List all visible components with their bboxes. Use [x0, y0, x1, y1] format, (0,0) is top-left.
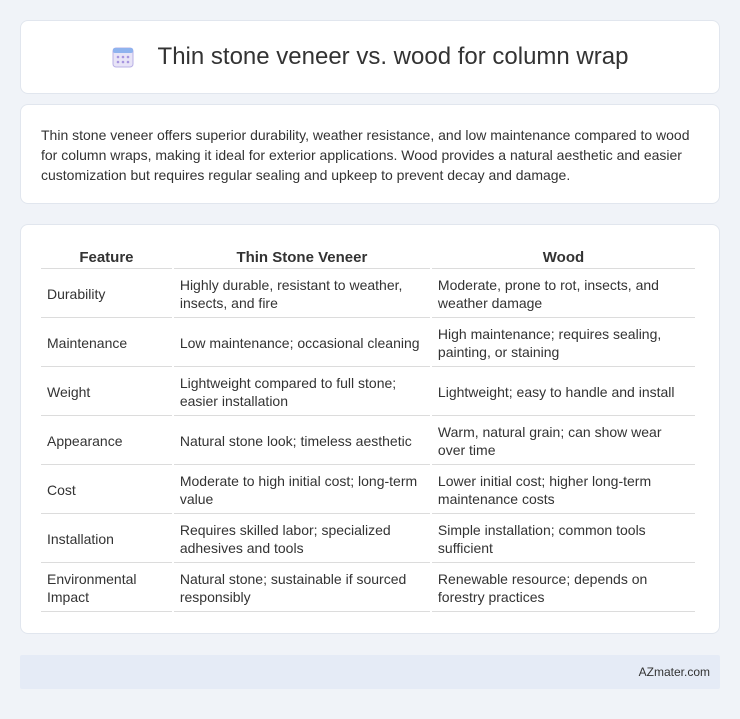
feature-cell: Appearance	[41, 418, 172, 465]
header-wood: Wood	[432, 245, 695, 269]
stone-cell: Highly durable, resistant to weather, insects, and fire	[174, 271, 430, 318]
page-title: Thin stone veneer vs. wood for column wrap	[157, 43, 629, 70]
title-row	[112, 43, 629, 71]
footer-bar	[20, 655, 720, 689]
wood-cell: High maintenance; requires sealing, painting, or staining	[432, 320, 695, 367]
header-feature: Feature	[41, 245, 172, 269]
intro-card	[20, 104, 720, 204]
feature-cell: Weight	[41, 369, 172, 416]
table-row	[41, 271, 695, 318]
calendar-icon	[112, 46, 134, 68]
wood-cell: Lower initial cost; higher long-term maintenance costs	[432, 467, 695, 514]
feature-cell: Environmental Impact	[41, 565, 172, 612]
wood-cell: Renewable resource; depends on forestry practices	[432, 565, 695, 612]
feature-cell: Cost	[41, 467, 172, 514]
comparison-table	[39, 243, 697, 614]
intro-paragraph: Thin stone veneer offers superior durability, weather resistance, and low maintenance compared to wood for column wraps, making it ideal for exterior applications. Wood provides a natural aesthetic and easier customization but requires regular sealing and upkeep to prevent decay and damage.	[41, 127, 690, 183]
table-row	[41, 467, 695, 514]
feature-cell: Installation	[41, 516, 172, 563]
comparison-card	[20, 224, 720, 634]
wood-cell: Lightweight; easy to handle and install	[432, 369, 695, 416]
table-row	[41, 369, 695, 416]
table-row	[41, 418, 695, 465]
table-row	[41, 320, 695, 367]
feature-cell: Durability	[41, 271, 172, 318]
footer-brand: AZmater.com	[638, 665, 710, 679]
table-row	[41, 516, 695, 563]
table-header-row	[41, 245, 695, 269]
title-card	[20, 20, 720, 94]
stone-cell: Low maintenance; occasional cleaning	[174, 320, 430, 367]
stone-cell: Natural stone look; timeless aesthetic	[174, 418, 430, 465]
wood-cell: Warm, natural grain; can show wear over time	[432, 418, 695, 465]
feature-cell: Maintenance	[41, 320, 172, 367]
wood-cell: Moderate, prone to rot, insects, and weather damage	[432, 271, 695, 318]
header-thin-stone-veneer: Thin Stone Veneer	[174, 245, 430, 269]
stone-cell: Moderate to high initial cost; long-term value	[174, 467, 430, 514]
table-row	[41, 565, 695, 612]
stone-cell: Natural stone; sustainable if sourced responsibly	[174, 565, 430, 612]
wood-cell: Simple installation; common tools sufficient	[432, 516, 695, 563]
stone-cell: Lightweight compared to full stone; easier installation	[174, 369, 430, 416]
stone-cell: Requires skilled labor; specialized adhesives and tools	[174, 516, 430, 563]
